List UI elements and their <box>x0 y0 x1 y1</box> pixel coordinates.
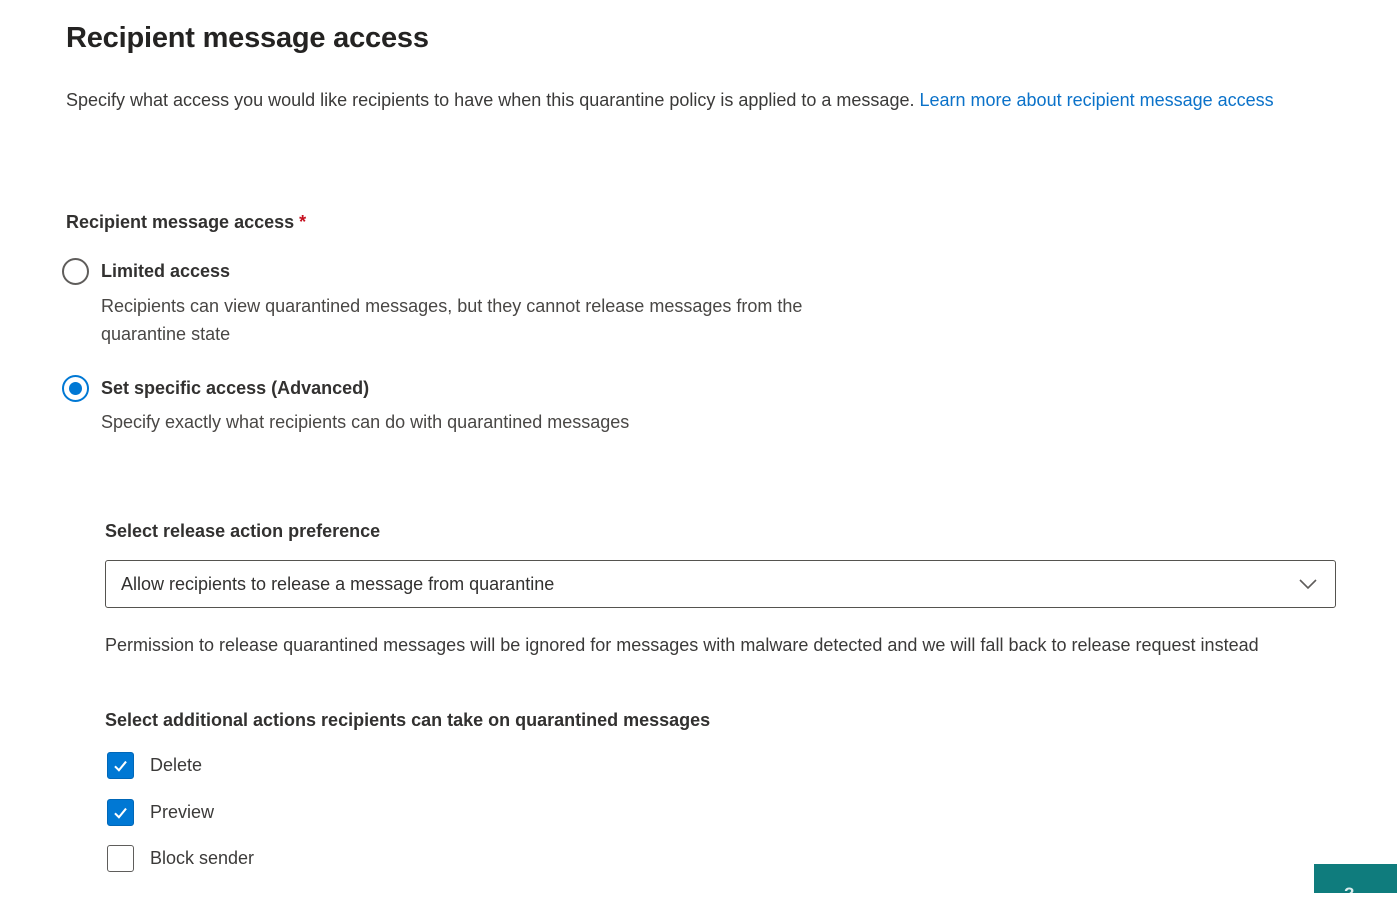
recipient-access-label-text: Recipient message access <box>66 212 300 232</box>
radio-dot <box>69 382 82 395</box>
page-title: Recipient message access <box>66 22 429 54</box>
radio-limited-access[interactable] <box>62 258 89 285</box>
release-preference-label: Select release action preference <box>105 521 381 541</box>
chevron-down-icon <box>1299 579 1317 590</box>
learn-more-link[interactable]: Learn more about recipient message access <box>919 90 1274 110</box>
radio-set-specific-access-description: Specify exactly what recipients can do with quarantined messages <box>101 412 630 432</box>
checkmark-icon <box>111 803 130 822</box>
preview-checkbox[interactable] <box>107 799 134 826</box>
checkbox-row-preview <box>107 799 214 826</box>
help-icon: ? <box>1344 884 1355 903</box>
block-sender-checkbox-label[interactable]: Block sender <box>150 848 255 868</box>
checkbox-row-block-sender <box>107 845 254 872</box>
block-sender-checkbox[interactable] <box>107 845 134 872</box>
release-preference-dropdown[interactable] <box>105 560 1336 608</box>
preview-checkbox-label[interactable]: Preview <box>150 802 215 822</box>
page-description-text: Specify what access you would like recipients to have when this quarantine policy is applied to a message. <box>66 90 920 110</box>
delete-checkbox-label[interactable]: Delete <box>150 755 203 775</box>
release-preference-selected-value: Allow recipients to release a message from quarantine <box>121 573 555 594</box>
radio-set-specific-access-label[interactable]: Set specific access (Advanced) <box>101 378 370 398</box>
checkmark-icon <box>111 756 130 775</box>
radio-set-specific-access[interactable] <box>62 375 89 402</box>
delete-checkbox[interactable] <box>107 752 134 779</box>
checkbox-row-delete <box>107 752 202 779</box>
page-description <box>66 86 1338 115</box>
additional-actions-label: Select additional actions recipients can take on quarantined messages <box>105 710 711 730</box>
radio-limited-access-label[interactable]: Limited access <box>101 261 231 281</box>
recipient-access-label <box>66 212 306 233</box>
required-asterisk: * <box>299 212 307 232</box>
radio-limited-access-description: Recipients can view quarantined messages, but they cannot release messages from the quarantine state <box>101 296 803 344</box>
release-preference-note: Permission to release quarantined messages will be ignored for messages with malware detected and we will fall back to release request instead <box>105 635 1259 655</box>
help-button[interactable] <box>1314 864 1397 903</box>
